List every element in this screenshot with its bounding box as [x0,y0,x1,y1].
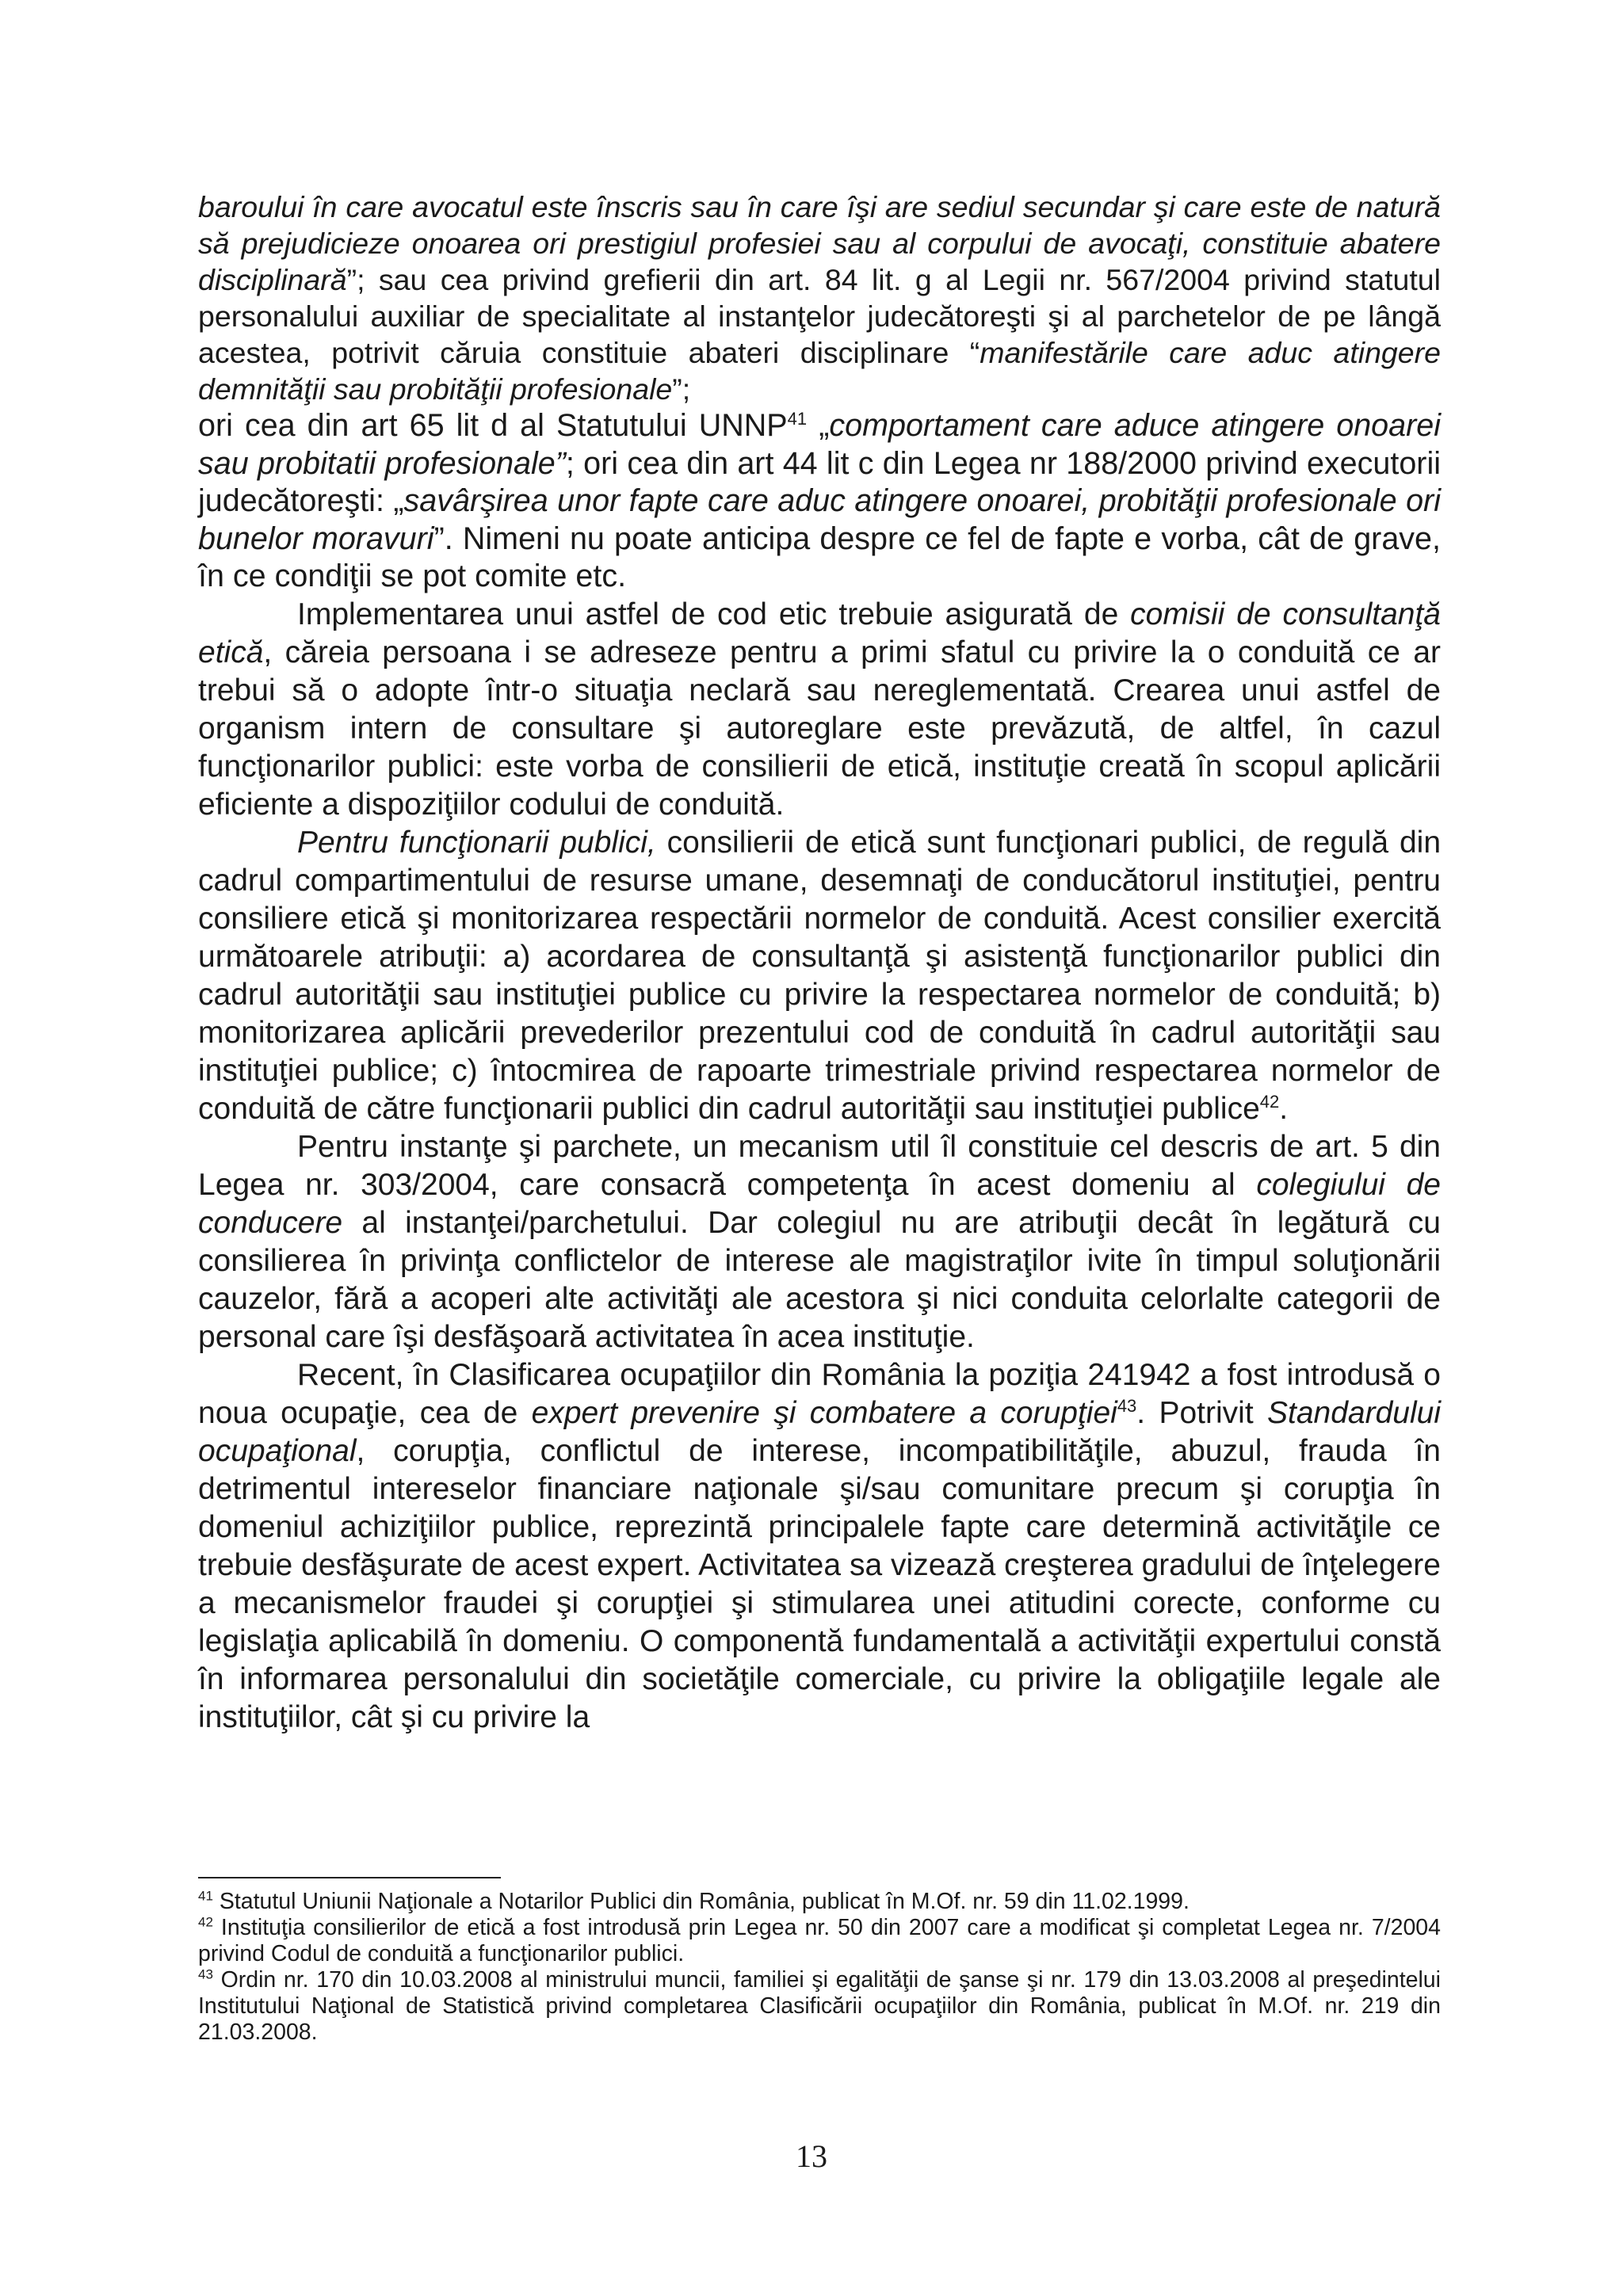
footnote-ref: 42 [1259,1091,1280,1112]
text-run: , căreia persoana i se adreseze pentru a primi sfatul cu privire la o conduită ce ar trebui să o adopte într-o situaţia neclară sau nereglementată. Crearea unui astfel de organism intern de consultare şi autoreglare este prevăzută, de altfel, în cazul funcţionarilor publici: este vorba de consilierii de etică, instituţie creată în scopul aplicării eficiente a dispoziţiilor codului de conduită. [198,635,1441,822]
italic-text: savârşirea unor fapte care aduc atingere onoarei, probităţii profesionale ori bunelor moravuri [198,483,1441,556]
paragraph-2 [198,407,1441,596]
text-run: al instanţei/parchetului. Dar colegiul nu are atribuţii decât în legătură cu consilierea în privinţa conflictelor de interese ale magistraţilor ivite în timpul soluţionării cauzelor, fără a acoperi alte activităţi ale acestora şi nici conduita celorlalte categorii de personal care îşi desfăşoară activitatea în acea instituţie. [198,1205,1441,1354]
page-number: 13 [796,2138,827,2174]
text-run: Pentru instanţe şi parchete, un mecanism util îl constituie cel descris de art. 5 din Legea nr. 303/2004, care consacră competenţa în acest domeniu al [198,1129,1441,1202]
paragraph-6 [198,1356,1441,1737]
text-run: ; ori cea din art 44 lit c din Legea nr 188/2000 privind executorii judecătoreşti: „ [198,445,1441,518]
text-run: ”; sau cea privind grefierii din art. 84 lit. g al Legii nr. 567/2004 privind statutul personalului auxiliar de specialitate al instanţelor judecătoreşti şi al parchetelor de pe lângă acestea, potrivit căruia constituie abateri disciplinare “ [198,263,1441,369]
italic-text: comisii de consultanţă etică [198,597,1441,669]
text-run: . [1279,1091,1289,1126]
footnote-ref: 43 [1117,1395,1137,1416]
footnote-ref: 41 [787,408,808,429]
text-run: . Potrivit [1136,1395,1267,1430]
italic-text: comportament care aduce atingere onoarei sau probitatii profesionale” [198,408,1442,481]
footnote-text: Ordin nr. 170 din 10.03.2008 al ministrului muncii, familiei şi egalităţii de şanse şi nr. 179 din 13.03.2008 al preşedintelui Institutului Naţional de Statistică privind completarea Clasificării ocupaţiilor din România, publicat în M.Of. nr. 219 din 21.03.2008. [198,1967,1441,2045]
text-run: , corupţia, conflictul de interese, incompatibilităţile, abuzul, frauda în detrimentul intereselor financiare naţionale şi/sau comunitare precum şi corupţia în domeniul achiziţiilor publice, reprezintă principalele fapte care determină activităţile ce trebuie desfăşurate de acest expert. Activitatea sa vizează creşterea gradului de înţelegere a mecanismelor fraudei şi corupţiei şi stimularea unei atitudini corecte, conforme cu legislaţia aplicabilă în domeniu. O componentă fundamentală a activităţii expertului constă în informarea personalului din societăţile comerciale, cu privire la obligaţiile legale ale instituţiilor, cât şi cu privire la [198,1433,1441,1734]
footnote-43 [198,1967,1441,2046]
text-run: ”. Nimeni nu poate anticipa despre ce fel de fapte e vorba, cât de grave, în ce condiţii se pot comite etc. [198,521,1441,593]
footnote-42 [198,1915,1441,1967]
footnotes [198,1889,1441,2046]
text-run: consilierii de etică sunt funcţionari publici, de regulă din cadrul compartimentului de resurse umane, desemnaţi de conducătorul instituţiei, pentru consiliere etică şi monitorizarea respectării normelor de conduită. Acest consilier exercită următoarele atribuţii: a) acordarea de consultanţă şi asistenţă funcţionarilor publici din cadrul autorităţii sau instituţiei publice cu privire la respectarea normelor de conduită; b) monitorizarea aplicării prevederilor prezentului cod de conduită în cadrul autorităţii sau instituţiei publice; c) întocmirea de rapoarte trimestriale privind respectarea normelor de conduită de către funcţionarii publici din cadrul autorităţii sau instituţiei publice [198,825,1442,1126]
footnote-text: Statutul Uniunii Naţionale a Notarilor Publici din România, publicat în M.Of. nr. 59 din 11.02.1999. [212,1889,1190,1914]
footnote-separator [198,1877,501,1878]
body-text [198,189,1441,1737]
paragraph-1 [198,189,1441,407]
footnote-41 [198,1889,1441,1915]
italic-text: Pentru funcţionarii publici, [297,825,656,860]
italic-text: expert prevenire şi combatere a corupţiei [531,1395,1117,1430]
footnote-number: 43 [198,1966,213,1982]
text-run: ”; [672,372,691,406]
paragraph-4 [198,824,1441,1128]
paragraph-3 [198,596,1441,824]
italic-text: Standardului ocupaţional [198,1395,1441,1468]
italic-text: colegiului de conducere [198,1167,1441,1240]
italic-text: manifestările care aduc atingere demnităţii sau probităţii profesionale [198,336,1441,406]
text-run: Recent, în Clasificarea ocupaţiilor din România la poziţia 241942 a fost introdusă o noua ocupaţie, cea de [198,1357,1441,1430]
footnote-text: Instituţia consilierilor de etică a fost introdusă prin Legea nr. 50 din 2007 care a modificat şi completat Legea nr. 7/2004 privind Codul de conduită a funcţionarilor publici. [198,1915,1441,1966]
text-run: Implementarea unui astfel de cod etic trebuie asigurată de [297,597,1131,631]
text-run: ori cea din art 65 lit d al Statutului UNNP [198,408,788,443]
text-run: „ [807,408,830,443]
footnote-number: 42 [198,1914,213,1930]
paragraph-5 [198,1128,1441,1356]
footnote-number: 41 [198,1888,213,1904]
italic-text: baroului în care avocatul este înscris sau în care îşi are sediul secundar şi care este de natură să prejudicieze onoarea ori prestigiul profesiei sau al corpului de avocaţi, constituie abatere disciplinară [198,190,1441,296]
